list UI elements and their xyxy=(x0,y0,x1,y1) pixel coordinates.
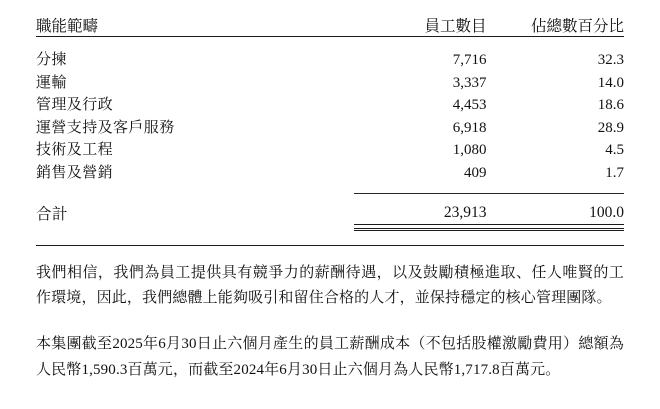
total-label: 合計 xyxy=(36,206,69,223)
cell-percent: 32.3 xyxy=(597,52,624,68)
column-header-category: 職能範疇 xyxy=(36,18,99,35)
spacer-cell-3 xyxy=(501,37,624,49)
cell-percent: 1.7 xyxy=(605,164,624,181)
total-count: 23,913 xyxy=(443,203,487,221)
employee-breakdown-table xyxy=(36,14,624,231)
paragraph-compensation-philosophy: 我們相信，我們為員工提供具有競爭力的薪酬待遇，以及鼓勵積極進取、任人唯賢的工作環境，因此，我們總體上能夠吸引和留住合格的人才，並保持穩定的核心管理團隊。 xyxy=(36,264,624,307)
table-header-row xyxy=(36,14,624,37)
gap-cell-4 xyxy=(36,194,354,202)
gap-cell-3 xyxy=(501,184,624,194)
cell-count: 3,337 xyxy=(452,74,487,91)
column-header-percent: 佔總數百分比 xyxy=(530,18,624,35)
gap-cell-5 xyxy=(354,194,501,202)
cell-percent: 18.6 xyxy=(597,97,624,113)
table-row xyxy=(36,49,624,72)
cell-count: 1,080 xyxy=(452,142,487,158)
table-row xyxy=(36,162,624,185)
table-bottom-rule xyxy=(36,245,624,246)
cell-count: 4,453 xyxy=(452,97,487,113)
table-row xyxy=(36,117,624,140)
column-header-count: 員工數目 xyxy=(424,18,487,35)
spacer-cell-2 xyxy=(354,37,501,49)
cell-category: 運輸 xyxy=(36,74,67,91)
table-row xyxy=(36,94,624,117)
cell-category: 管理及行政 xyxy=(36,97,114,113)
total-rule-cell-count xyxy=(354,224,501,229)
total-percent: 100.0 xyxy=(589,203,624,221)
spacer-cell-1 xyxy=(36,37,354,49)
total-double-rule xyxy=(36,224,624,229)
cell-percent: 28.9 xyxy=(597,119,624,136)
header-spacer xyxy=(36,37,624,49)
table-row xyxy=(36,72,624,95)
cell-count: 7,716 xyxy=(452,52,487,68)
paragraph-staff-cost: 本集團截至2025年6月30日止六個月產生的員工薪酬成本（不包括股權激勵費用）總額為人民幣1,590.3百萬元，而截至2024年6月30日止六個月為人民幣1,717.8百萬元。 xyxy=(36,336,624,378)
cell-percent: 14.0 xyxy=(597,74,624,91)
pre-subtotal-gap xyxy=(36,184,624,194)
cell-category: 分揀 xyxy=(36,52,67,68)
gap-cell-2 xyxy=(354,184,501,194)
cell-count: 409 xyxy=(464,164,487,181)
cell-category: 技術及工程 xyxy=(36,142,114,158)
cell-category: 運營支持及客戶服務 xyxy=(36,119,175,136)
gap-cell-6 xyxy=(501,194,624,202)
total-rule-cell-percent xyxy=(501,224,624,229)
total-rule-cell-category xyxy=(36,224,354,229)
table-row xyxy=(36,139,624,162)
cell-count: 6,918 xyxy=(452,119,487,136)
cell-percent: 4.5 xyxy=(605,142,624,158)
gap-cell-1 xyxy=(36,184,354,194)
cell-category: 銷售及營銷 xyxy=(36,164,114,181)
post-subtotal-gap xyxy=(36,194,624,202)
subtotal-rule-cell-count xyxy=(354,194,501,195)
table-total-row xyxy=(36,202,624,224)
